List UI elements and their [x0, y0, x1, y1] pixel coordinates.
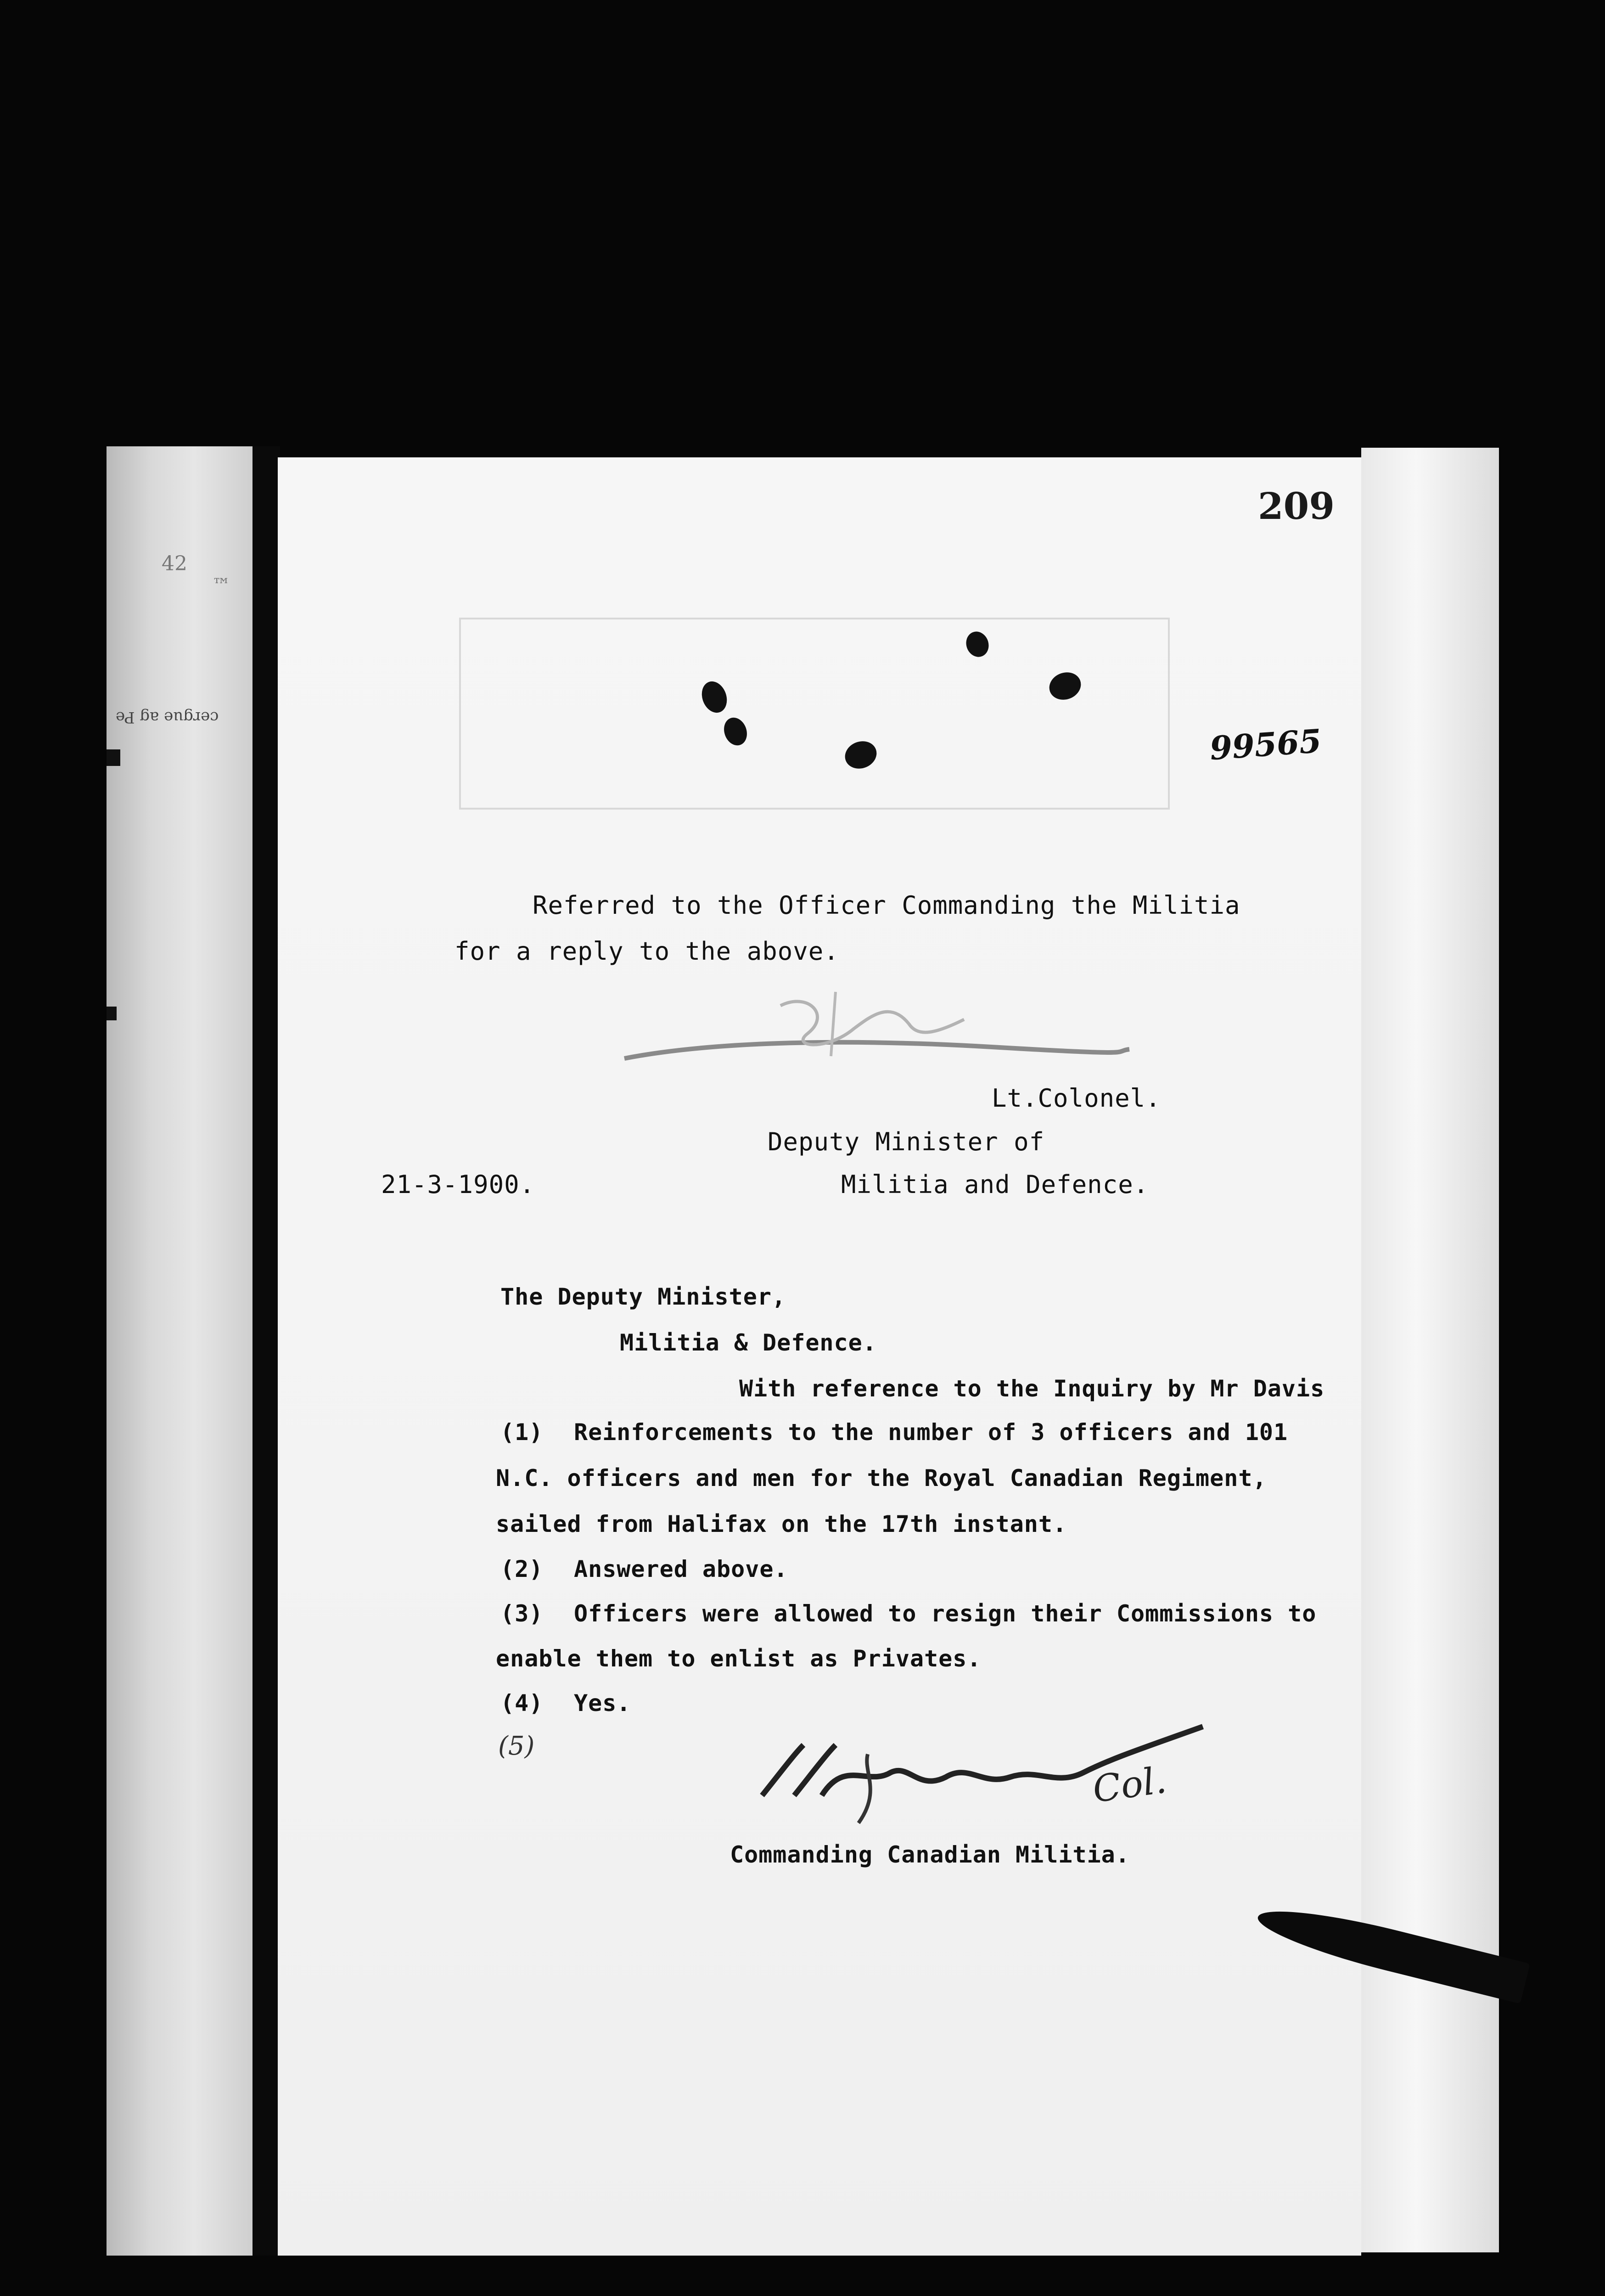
- item-5-number: (5): [498, 1731, 535, 1761]
- item-1-line-1: Reinforcements to the number of 3 officers and 101: [574, 1419, 1288, 1446]
- referral-line-1: Referred to the Officer Commanding the Militia: [533, 891, 1240, 920]
- addressee-line-2: Militia & Defence.: [620, 1329, 877, 1356]
- page-gutter: [253, 446, 280, 2256]
- item-1-line-2: N.C. officers and men for the Royal Canadian Regiment,: [496, 1465, 1267, 1491]
- addressee-line-1: The Deputy Minister,: [500, 1283, 786, 1310]
- strip-tick: [107, 749, 120, 766]
- stamp-number: 99565: [1208, 721, 1323, 768]
- item-3-line-2: enable them to enlist as Privates.: [496, 1645, 982, 1672]
- signature-deputy-minister: [615, 974, 1143, 1075]
- strip-tick: [107, 1007, 117, 1020]
- date: 21-3-1900.: [381, 1170, 535, 1199]
- strip-mark-symbol: ™: [212, 575, 230, 596]
- referral-line-2: for a reply to the above.: [455, 937, 839, 966]
- signoff: Commanding Canadian Militia.: [730, 1841, 1130, 1868]
- reference-line: With reference to the Inquiry by Mr Davis: [739, 1375, 1325, 1402]
- item-2-number: (2): [500, 1556, 544, 1582]
- stamp-box: [459, 618, 1170, 810]
- strip-mark-text: cergue ag Pe: [116, 708, 219, 726]
- rank: Lt.Colonel.: [992, 1084, 1161, 1113]
- item-1-number: (1): [500, 1419, 544, 1446]
- left-binding-strip: [107, 446, 253, 2256]
- deputy-title-line-2: Militia and Defence.: [841, 1170, 1149, 1199]
- item-3-line-1: Officers were allowed to resign their Commissions to: [574, 1600, 1317, 1627]
- item-4-number: (4): [500, 1690, 544, 1716]
- item-3-number: (3): [500, 1600, 544, 1627]
- item-4-text: Yes.: [574, 1690, 631, 1716]
- item-2-text: Answered above.: [574, 1556, 788, 1582]
- signature-suffix: Col.: [1090, 1758, 1169, 1811]
- item-1-line-3: sailed from Halifax on the 17th instant.: [496, 1511, 1067, 1537]
- strip-mark-number: 42: [162, 552, 187, 575]
- page-number: 209: [1258, 484, 1335, 528]
- deputy-title-line-1: Deputy Minister of: [768, 1127, 1045, 1156]
